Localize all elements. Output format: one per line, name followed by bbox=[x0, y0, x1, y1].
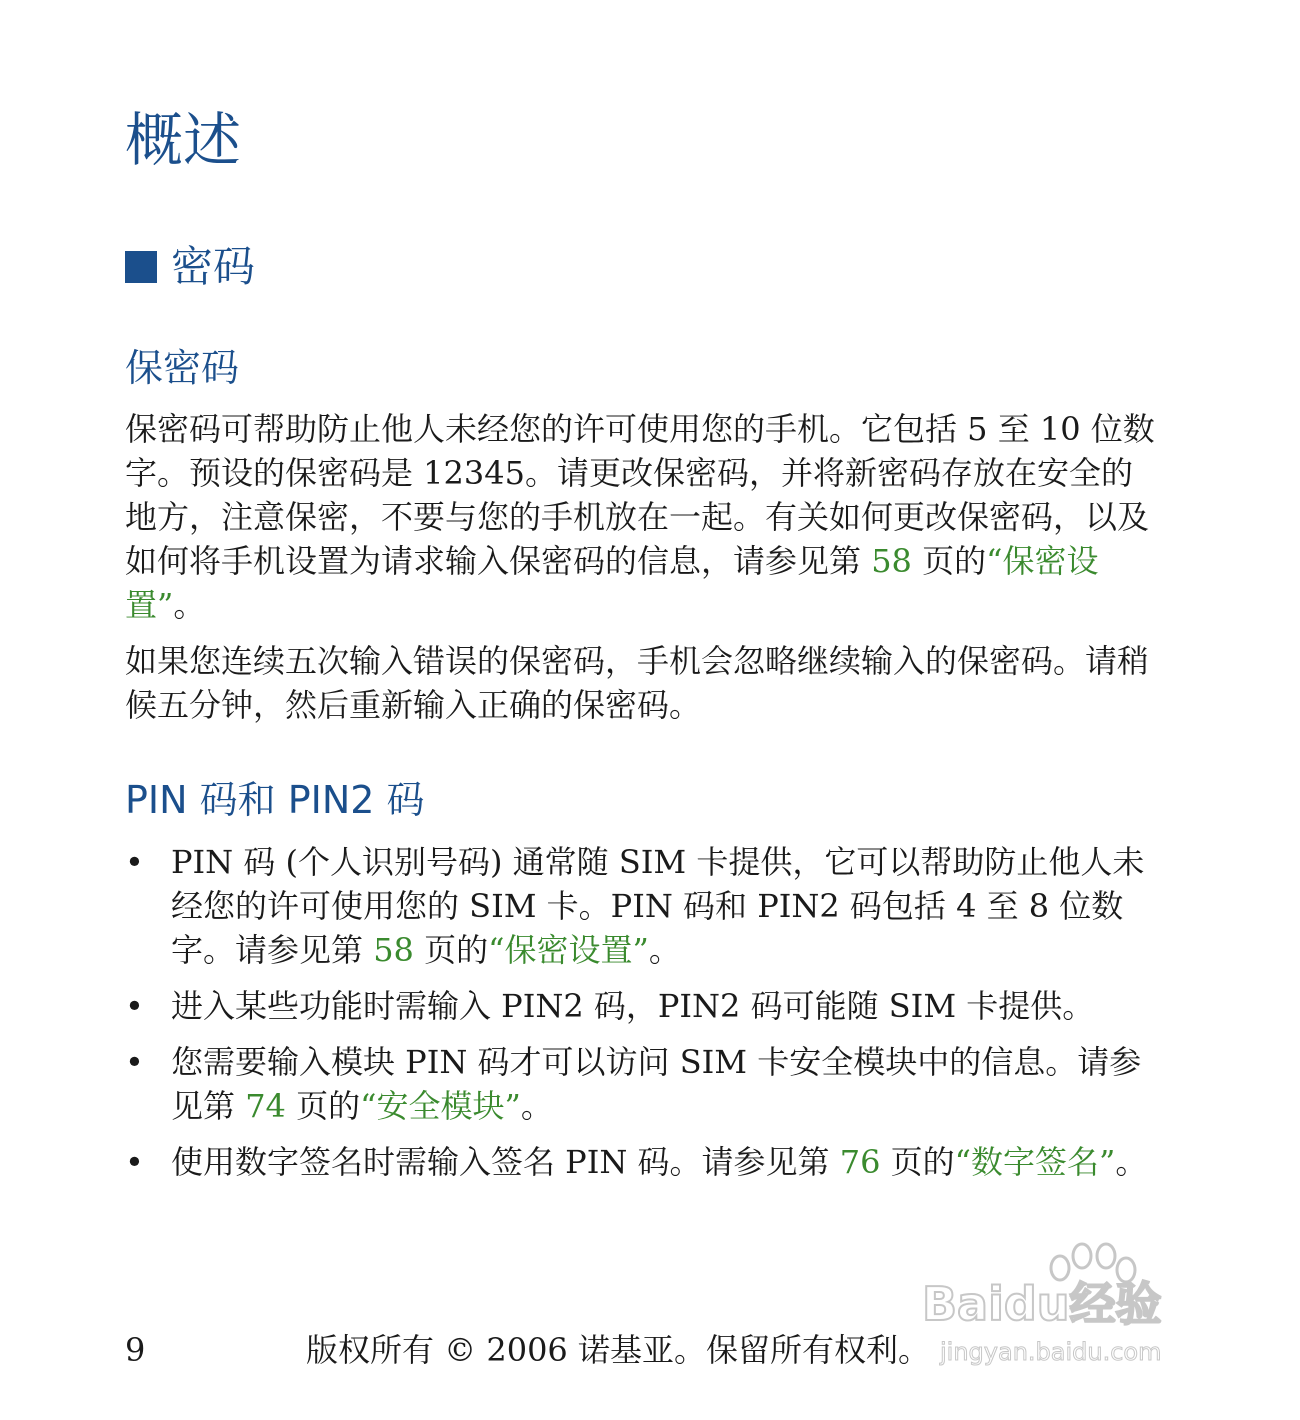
section-heading bbox=[125, 237, 255, 297]
list-item-text: PIN 码 (个人识别号码) 通常随 SIM 卡提供，它可以帮助防止他人未经您的许可使用您的 SIM 卡。PIN 码和 PIN2 码包括 4 至 8 位数字。请参见第 bbox=[171, 843, 1145, 969]
security-code-heading: 保密码 bbox=[125, 346, 240, 390]
paragraph-text: 。 bbox=[173, 586, 206, 624]
pin-bullet-list bbox=[125, 840, 1155, 1196]
list-item bbox=[125, 1040, 1155, 1128]
page-reference-link[interactable]: 58 bbox=[373, 931, 414, 969]
page-reference-link[interactable]: 76 bbox=[839, 1143, 881, 1181]
list-item bbox=[125, 840, 1155, 972]
copyright-notice: 版权所有 © 2006 诺基亚。保留所有权利。 bbox=[306, 1331, 930, 1369]
list-item-text: 。 bbox=[1115, 1143, 1148, 1181]
bullet-icon: • bbox=[125, 987, 144, 1025]
square-bullet-icon bbox=[125, 251, 157, 283]
list-item-text: 使用数字签名时需输入签名 PIN 码。请参见第 bbox=[171, 1143, 840, 1181]
page-number: 9 bbox=[125, 1331, 146, 1369]
bullet-icon: • bbox=[125, 1143, 144, 1181]
list-item bbox=[125, 1140, 1155, 1184]
security-settings-link[interactable]: “保密设置” bbox=[488, 931, 649, 969]
security-settings-link[interactable]: “保密设置” bbox=[125, 542, 1099, 624]
page-title: 概述 bbox=[125, 106, 242, 174]
bullet-icon: • bbox=[125, 843, 144, 881]
page-reference-link[interactable]: 74 bbox=[245, 1087, 286, 1125]
wrong-code-paragraph: 如果您连续五次输入错误的保密码，手机会忽略继续输入的保密码。请稍候五分钟，然后重新输入正确的保密码。 bbox=[125, 642, 1150, 724]
list-item-text: 页的 bbox=[285, 1087, 361, 1125]
list-item-text: 页的 bbox=[880, 1143, 955, 1181]
watermark-logo-text: Baidu经验 bbox=[922, 1277, 1162, 1331]
list-item-text: 进入某些功能时需输入 PIN2 码，PIN2 码可能随 SIM 卡提供。 bbox=[171, 987, 1095, 1025]
digital-signature-link[interactable]: “数字签名” bbox=[954, 1143, 1116, 1181]
paragraph-text: 保密码可帮助防止他人未经您的许可使用您的手机。它包括 5 至 10 位数字。预设的保密码是 12345。请更改保密码，并将新密码存放在安全的地方，注意保密，不要与您的手机放在一起。有关如何更改保密码，以及如何将手机设置为请求输入保密码的信息，请参见第 bbox=[125, 410, 1155, 580]
bullet-icon: • bbox=[125, 1043, 144, 1081]
list-item bbox=[125, 984, 1155, 1028]
paragraph-text: 页的 bbox=[911, 542, 987, 580]
list-item-text: 您需要输入模块 PIN 码才可以访问 SIM 卡安全模块中的信息。请参见第 bbox=[171, 1043, 1142, 1125]
page-reference-link[interactable]: 58 bbox=[871, 542, 912, 580]
list-item-text: 。 bbox=[520, 1087, 553, 1125]
watermark-url: jingyan.baidu.com bbox=[940, 1338, 1162, 1366]
security-code-paragraph bbox=[125, 407, 1155, 627]
section-heading-text: 密码 bbox=[171, 242, 256, 291]
list-item-text: 页的 bbox=[413, 931, 489, 969]
list-item-text: 。 bbox=[648, 931, 681, 969]
pin-codes-heading: PIN 码和 PIN2 码 bbox=[125, 778, 425, 822]
baidu-watermark-logo bbox=[920, 1228, 1250, 1368]
security-module-link[interactable]: “安全模块” bbox=[360, 1087, 521, 1125]
